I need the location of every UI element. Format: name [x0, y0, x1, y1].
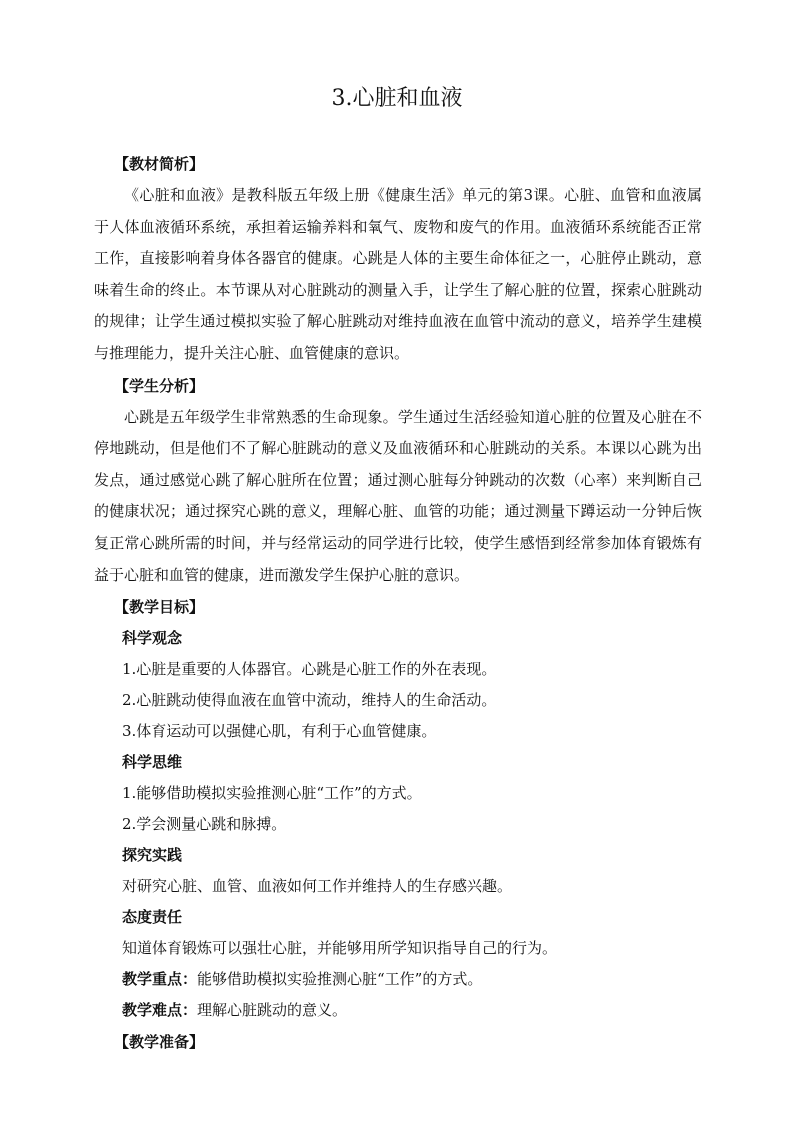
document-body: [94, 148, 702, 1058]
key-point-line: [122, 964, 702, 995]
list-item: 2.学会测量心跳和脉搏。: [122, 815, 287, 834]
difficult-point-text: 理解心脏跳动的意义。: [197, 1001, 348, 1020]
list-item: 1.心脏是重要的人体器官。心跳是心脏工作的外在表现。: [122, 660, 497, 679]
subheading-attitude: 态度责任: [122, 908, 183, 927]
material-analysis-paragraph: 《心脏和血液》是教科版五年级上册《健康生活》单元的第3课。心脏、血管和血液属于人体血液循环系统，承担着运输养料和氧气、废物和废气的作用。血液循环系统能否正常工作，直接影响着身体各器官的健康。心跳是人体的主要生命体征之一，心脏停止跳动，意味着生命的终止。本节课从对心脏跳动的测量入手，让学生了解心脏的位置，探索心脏跳动的规律；让学生通过模拟实验了解心脏跳动对维持血液在血管中流动的意义，培养学生建模与推理能力，提升关注心脏、血管健康的意识。: [94, 186, 702, 362]
attitude-text: 知道体育锻炼可以强壮心脏，并能够用所学知识指导自己的行为。: [122, 939, 558, 958]
section-heading-teaching-goals: 【教学目标】: [114, 598, 205, 617]
section-heading-preparation: 【教学准备】: [114, 1033, 205, 1052]
inquiry-practice-text: 对研究心脏、血管、血液如何工作并维持人的生存感兴趣。: [122, 877, 513, 896]
difficult-point-label: 教学难点：: [122, 1001, 198, 1020]
list-item: 3.体育运动可以强健心肌，有利于心血管健康。: [122, 722, 437, 741]
subheading-science-concept: 科学观念: [122, 629, 183, 648]
list-item: 2.心脏跳动使得血液在血管中流动，维持人的生命活动。: [122, 691, 497, 710]
page-title: 3.心脏和血液: [331, 86, 463, 111]
list-item: 1.能够借助模拟实验推测心脏“工作”的方式。: [122, 784, 422, 803]
key-point-label: 教学重点：: [122, 970, 198, 989]
subheading-inquiry-practice: 探究实践: [122, 846, 183, 865]
difficult-point-line: [122, 995, 702, 1026]
student-analysis-paragraph: 心跳是五年级学生非常熟悉的生命现象。学生通过生活经验知道心脏的位置及心脏在不停地跳动，但是他们不了解心脏跳动的意义及血液循环和心脏跳动的关系。本课以心跳为出发点，通过感觉心跳了解心脏所在位置；通过测心脏每分钟跳动的次数（心率）来判断自己的健康状况；通过探究心跳的意义，理解心脏、血管的功能；通过测量下蹲运动一分钟后恢复正常心跳所需的时间，并与经常运动的同学进行比较，使学生感悟到经常参加体育锻炼有益于心脏和血管的健康，进而激发学生保护心脏的意识。: [94, 407, 702, 584]
section-heading-material-analysis: 【教材简析】: [114, 155, 205, 173]
key-point-text: 能够借助模拟实验推测心脏“工作”的方式。: [197, 970, 483, 989]
subheading-science-thinking: 科学思维: [122, 753, 183, 772]
section-heading-student-analysis: 【学生分析】: [114, 376, 205, 395]
